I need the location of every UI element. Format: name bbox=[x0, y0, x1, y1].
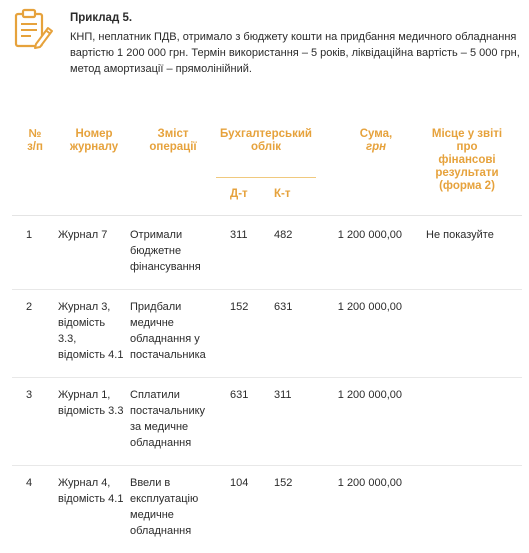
row-num: 2 bbox=[12, 290, 58, 378]
header-operation-label: Зміст операції bbox=[143, 128, 203, 154]
row-debit: 631 bbox=[216, 378, 266, 466]
row-operation: Отримали бюджетне фінансування bbox=[130, 216, 216, 290]
table-row bbox=[12, 378, 522, 466]
row-journal: Журнал 1, відомість 3.3 bbox=[58, 378, 130, 466]
header-accounting bbox=[216, 128, 316, 178]
row-credit: 482 bbox=[266, 216, 316, 290]
header-operation bbox=[130, 128, 216, 216]
row-sum: 1 200 000,00 bbox=[316, 466, 412, 553]
row-debit: 104 bbox=[216, 466, 266, 553]
row-operation: Придбали медичне обладнання у постачальника bbox=[130, 290, 216, 378]
header-journal-label: Номер журналу bbox=[64, 128, 124, 154]
header-place bbox=[412, 128, 522, 216]
row-operation: Сплатили постачальнику за медичне обладнання bbox=[130, 378, 216, 466]
header-num-label: № з/п bbox=[23, 128, 47, 154]
example-title: Приклад 5. bbox=[70, 12, 132, 24]
row-place bbox=[412, 290, 522, 378]
row-debit: 152 bbox=[216, 290, 266, 378]
row-credit: 311 bbox=[266, 378, 316, 466]
row-sum: 1 200 000,00 bbox=[316, 216, 412, 290]
header-num bbox=[12, 128, 58, 216]
example-description: КНП, неплатник ПДВ, отримало з бюджету кошти на придбання медичного обладнання вартістю 1 200 000 грн. Термін використання – 5 років, ліквідаційна вартість – 5 000 грн, метод амортизації – прямолінійний. bbox=[70, 29, 529, 77]
accounting-table bbox=[12, 128, 522, 553]
row-sum: 1 200 000,00 bbox=[316, 290, 412, 378]
operations-table bbox=[12, 128, 522, 553]
header-accounting-label: Бухгалтерський облік bbox=[218, 128, 314, 154]
header-credit: К-т bbox=[266, 178, 316, 216]
row-debit: 311 bbox=[216, 216, 266, 290]
header-sum-label: Сума, bbox=[316, 128, 412, 141]
row-operation: Ввели в експлуатацію медичне обладнання bbox=[130, 466, 216, 553]
row-num: 3 bbox=[12, 378, 58, 466]
row-place bbox=[412, 378, 522, 466]
row-credit: 152 bbox=[266, 466, 316, 553]
header-journal bbox=[58, 128, 130, 216]
row-place bbox=[412, 466, 522, 553]
header-place-label: Місце у звіті про фінансові результати (форма 2) bbox=[427, 128, 507, 193]
table-row bbox=[12, 216, 522, 290]
row-place: Не показуйте bbox=[412, 216, 522, 290]
row-journal: Журнал 7 bbox=[58, 216, 130, 290]
row-num: 1 bbox=[12, 216, 58, 290]
table-row bbox=[12, 290, 522, 378]
row-journal: Журнал 3, відомість 3.3, відомість 4.1 bbox=[58, 290, 130, 378]
table-row bbox=[12, 466, 522, 553]
row-credit: 631 bbox=[266, 290, 316, 378]
clipboard-pencil-icon bbox=[12, 8, 54, 50]
header-sum bbox=[316, 128, 412, 216]
header-debit: Д-т bbox=[216, 178, 266, 216]
row-journal: Журнал 4, відомість 4.1 bbox=[58, 466, 130, 553]
row-num: 4 bbox=[12, 466, 58, 553]
row-sum: 1 200 000,00 bbox=[316, 378, 412, 466]
header-sum-unit: грн bbox=[316, 141, 412, 154]
